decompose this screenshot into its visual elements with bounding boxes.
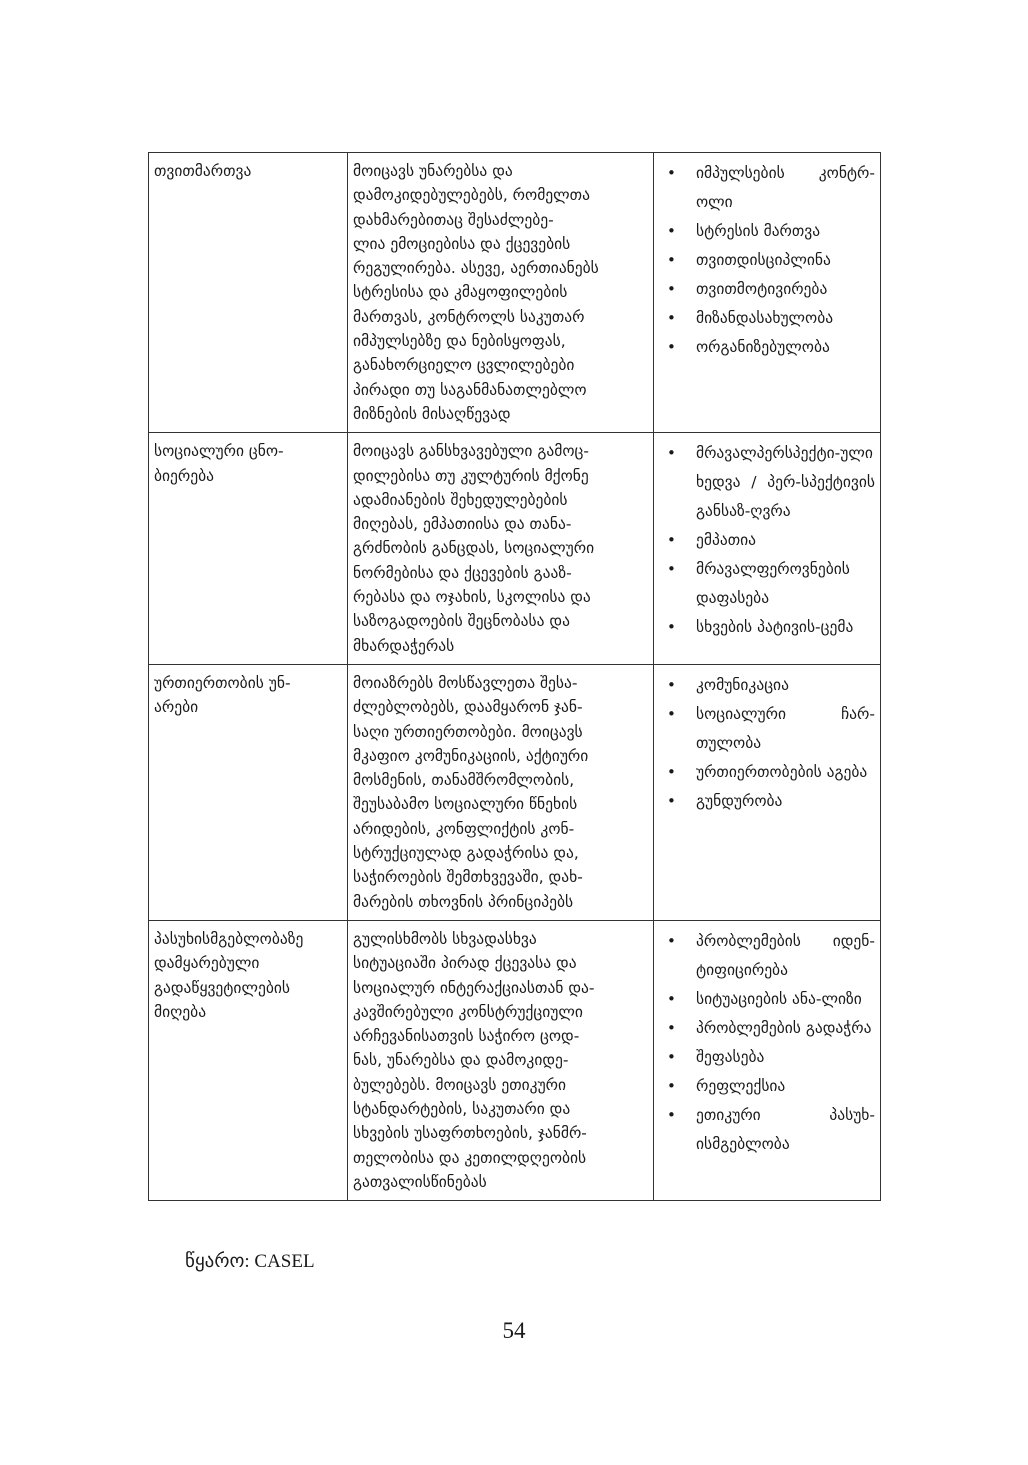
skill-list-item: • პრობლემების იდენ-ტიფიცირება: [659, 927, 875, 985]
description-line: დამოკიდებულებებს, რომელთა: [353, 186, 590, 205]
description-line: სტრესისა და კმაყოფილების: [353, 283, 568, 302]
competency-skills-cell: [654, 664, 881, 920]
competency-title-cell: [149, 664, 348, 920]
competency-title-line: პასუხისმგებლობაზე: [154, 929, 304, 948]
competency-title-cell: [149, 153, 348, 433]
skill-list-item: • გუნდურობა: [659, 787, 875, 816]
skills-list: [659, 671, 875, 816]
competency-skills-cell: [654, 920, 881, 1200]
description-line: ბულებებს. მოიცავს ეთიკური: [353, 1075, 567, 1094]
competency-skills-cell: [654, 153, 881, 433]
skill-list-item: • თვითმოტივირება: [659, 275, 875, 304]
competency-title-line: ურთიერთობის უნ-: [154, 673, 291, 692]
competencies-table: [148, 152, 881, 1201]
skill-list-item: • პრობლემების გადაჭრა: [659, 1014, 875, 1043]
skill-list-item: • მრავალფეროვნების დაფასება: [659, 555, 875, 613]
description-line: სიტუაციაში პირად ქცევასა და: [353, 954, 577, 973]
skill-list-item: • ემპათია: [659, 526, 875, 555]
competencies-table-container: [148, 152, 880, 1201]
competency-description-cell: [348, 664, 654, 920]
competency-title-line: თვითმართვა: [154, 162, 252, 180]
description-line: მოიაზრებს მოსწავლეთა შესა-: [353, 673, 578, 692]
description-line: რეგულირება. ასევე, აერთიანებს: [353, 259, 599, 278]
description-line: გულისხმობს სხვადასხვა: [353, 929, 537, 948]
skill-list-item: • თვითდისციპლინა: [659, 246, 875, 275]
competency-title-line: დამყარებული: [154, 954, 260, 973]
description-line: კავშირებული კონსტრუქციული: [353, 1002, 583, 1021]
description-line: არიდების, კონფლიქტის კონ-: [353, 819, 575, 838]
description-line: მხარდაჭერას: [353, 636, 455, 655]
description-line: სოციალურ ინტერაქციასთან და-: [353, 978, 595, 997]
description-line: მკაფიო კომუნიკაციის, აქტიური: [353, 746, 589, 765]
skills-list: [659, 927, 875, 1159]
competency-title-line: ბიერება: [154, 466, 215, 485]
description-line: განახორციელო ცვლილებები: [353, 356, 575, 375]
description-line: საჭიროების შემთხვევაში, დახ-: [353, 868, 583, 887]
description-line: მიღებას, ემპათიისა და თანა-: [353, 515, 572, 534]
description-line: შეუსაბამო სოციალური წნეხის: [353, 795, 578, 814]
skill-list-item: • ორგანიზებულობა: [659, 333, 875, 362]
table-row: [149, 153, 881, 433]
description-line: გათვალისწინებას: [353, 1172, 487, 1191]
skill-list-item: • შეფასება: [659, 1043, 875, 1072]
skill-list-item: • იმპულსების კონტრ-ოლი: [659, 159, 875, 217]
competency-description-cell: [348, 433, 654, 665]
description-line: მოიცავს განსხვავებული გამოც-: [353, 442, 589, 461]
description-line: პირადი თუ საგანმანათლებლო: [353, 380, 587, 399]
description-line: საღი ურთიერთობები. მოიცავს: [353, 722, 583, 741]
skill-list-item: • მრავალპერსპექტი-ული ხედვა / პერ-სპექტივის განსაზ-ღვრა: [659, 439, 875, 526]
table-row: [149, 433, 881, 665]
description-line: დახმარებითაც შესაძლებე-: [353, 210, 554, 229]
competency-title-line: გადაწყვეტილების: [154, 978, 290, 997]
skill-list-item: • სიტუაციების ანა-ლიზი: [659, 985, 875, 1014]
description-line: ნორმებისა და ქცევების გააზ-: [353, 563, 572, 582]
competency-title-line: არები: [154, 698, 199, 717]
competency-title-cell: [149, 920, 348, 1200]
competency-title-line: სოციალური ცნო-: [154, 442, 284, 461]
skills-list: [659, 439, 875, 642]
description-line: სხვების უსაფრთხოების, ჯანმრ-: [353, 1124, 587, 1143]
source-caption: წყარო: CASEL: [185, 1251, 315, 1272]
description-line: მიზნების მისაღწევად: [353, 404, 511, 423]
description-line: მოიცავს უნარებსა და: [353, 162, 513, 180]
skill-list-item: • ეთიკური პასუხ-ისმგებლობა: [659, 1101, 875, 1159]
competency-description-cell: [348, 920, 654, 1200]
table-row: [149, 920, 881, 1200]
skill-list-item: • კომუნიკაცია: [659, 671, 875, 700]
competency-title-cell: [149, 433, 348, 665]
competency-title-line: მიღება: [154, 1002, 207, 1021]
description-line: თელობისა და კეთილდღეობის: [353, 1148, 587, 1167]
description-line: ლია ემოციებისა და ქცევების: [353, 234, 571, 253]
description-line: არჩევანისათვის საჭირო ცოდ-: [353, 1027, 580, 1046]
description-line: ადამიანების შეხედულებების: [353, 490, 568, 509]
description-line: რებასა და ოჯახის, სკოლისა და: [353, 588, 591, 607]
table-row: [149, 664, 881, 920]
description-line: იმპულსებზე და ნებისყოფას,: [353, 332, 566, 351]
description-line: მარების თხოვნის პრინციპებს: [353, 892, 574, 911]
description-line: სტანდარტების, საკუთარი და: [353, 1099, 571, 1118]
description-line: დილებისა თუ კულტურის მქონე: [353, 466, 589, 485]
description-line: მოსმენის, თანამშრომლობის,: [353, 771, 575, 790]
page-number: 54: [502, 1318, 526, 1343]
competency-skills-cell: [654, 433, 881, 665]
skills-list: [659, 159, 875, 362]
competency-description-cell: [348, 153, 654, 433]
description-line: ნას, უნარებსა და დამოკიდე-: [353, 1051, 569, 1070]
skill-list-item: • რეფლექსია: [659, 1072, 875, 1101]
description-line: გრძნობის განცდას, სოციალური: [353, 539, 595, 558]
skill-list-item: • სოციალური ჩარ-თულობა: [659, 700, 875, 758]
skill-list-item: • სტრესის მართვა: [659, 217, 875, 246]
description-line: ძლებლობებს, დაამყარონ ჯან-: [353, 698, 583, 717]
skill-list-item: • სხვების პატივის-ცემა: [659, 613, 875, 642]
description-line: საზოგადოების შეცნობასა და: [353, 612, 570, 631]
description-line: სტრუქციულად გადაჭრისა და,: [353, 844, 579, 863]
skill-list-item: • ურთიერთობების აგება: [659, 758, 875, 787]
description-line: მართვას, კონტროლს საკუთარ: [353, 307, 585, 326]
skill-list-item: • მიზანდასახულობა: [659, 304, 875, 333]
